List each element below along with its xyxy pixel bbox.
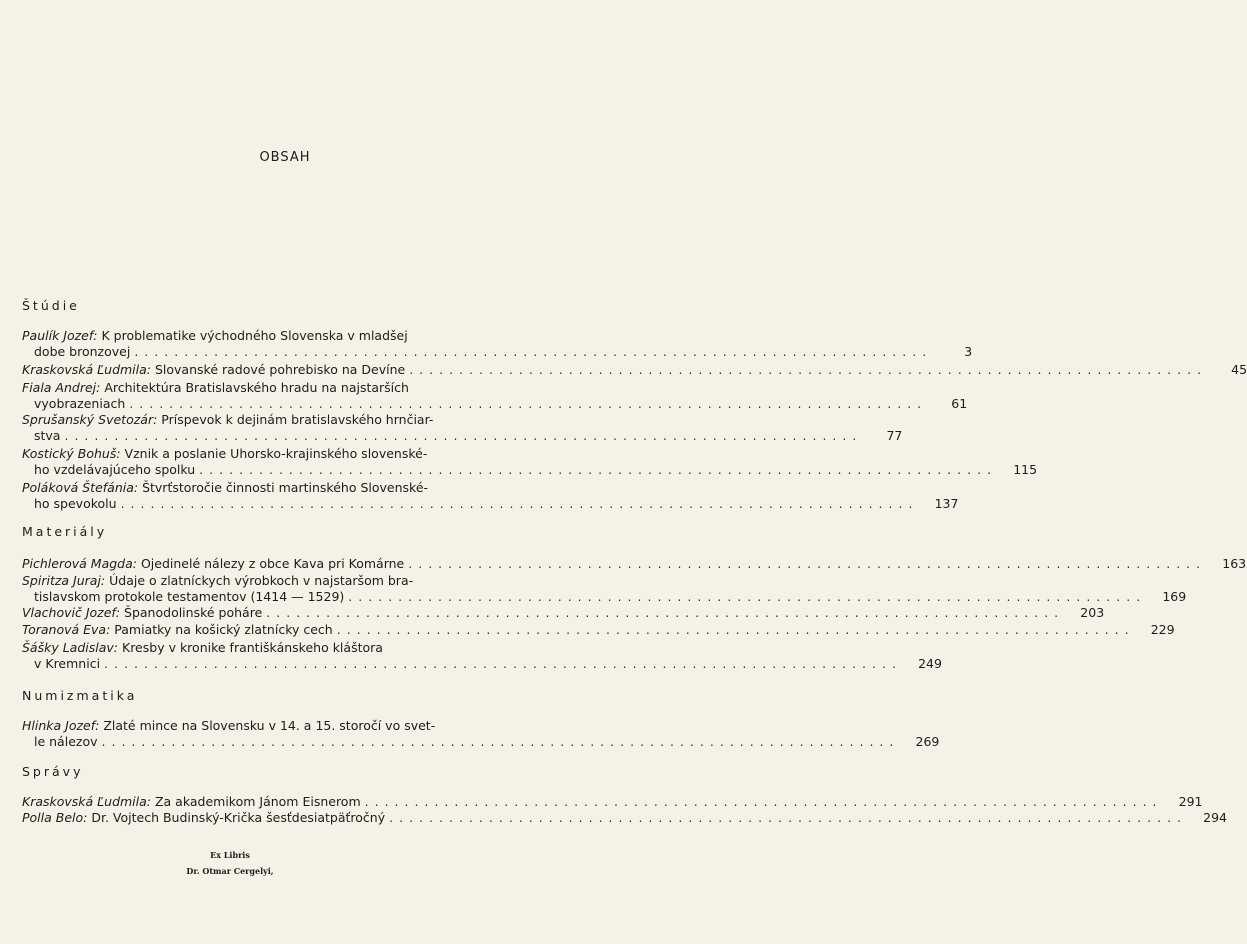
entry-title: Dr. Vojtech Budinský-Krička šesťdesiatpäťročný <box>91 810 386 825</box>
entry-author: Toranová Eva: <box>22 622 111 637</box>
page-title: OBSAH <box>259 150 311 165</box>
entry-title: Pamiatky na košický zlatnícky cech <box>114 622 333 637</box>
section-heading: Správy <box>22 764 84 779</box>
page-number: 291 <box>1178 794 1203 809</box>
dot-leader: ................................................................................ <box>389 810 1188 825</box>
dot-leader: ................................................................................ <box>129 396 928 411</box>
dot-leader: ................................................................................ <box>101 734 900 749</box>
page-number: 115 <box>1013 462 1038 477</box>
entry-author: Fiala Andrej: <box>22 380 101 395</box>
ex-libris-owner: Dr. Otmar Cergelyi, <box>186 866 274 876</box>
entry-author: Hlinka Jozef: <box>22 718 100 733</box>
page-number: 77 <box>886 428 903 443</box>
section-heading: Materiály <box>22 524 108 539</box>
page-number: 163 <box>1222 556 1247 571</box>
page-number: 169 <box>1162 589 1187 604</box>
page-number: 294 <box>1203 810 1228 825</box>
dot-leader: ................................................................................ <box>409 362 1208 377</box>
entry-title: Príspevok k dejinám bratislavského hrnčiar- <box>161 412 434 427</box>
toc-entry <box>22 412 903 444</box>
page-number: 249 <box>918 656 942 671</box>
toc-entry <box>22 556 1247 572</box>
entry-author: Polla Belo: <box>22 810 88 825</box>
page-number: 269 <box>915 734 940 749</box>
entry-title: Vznik a poslanie Uhorsko-krajinského slovenské- <box>124 446 428 461</box>
entry-title: le nálezov <box>34 734 98 749</box>
dot-leader: ................................................................................ <box>336 622 1135 637</box>
entry-title: Ojedinelé nálezy z obce Kava pri Komárne <box>140 556 405 571</box>
section-heading: Numizmatika <box>22 688 138 703</box>
entry-title: Kresby v kronike františkánskeho kláštora <box>122 640 383 655</box>
entry-title: dobe bronzovej <box>34 344 131 359</box>
entry-title: Španodolinské poháre <box>124 605 263 620</box>
dot-leader: ................................................................................ <box>199 462 998 477</box>
page-number: 137 <box>934 496 959 511</box>
page-number: 203 <box>1080 605 1105 620</box>
section-heading: Štúdie <box>22 298 80 313</box>
toc-entry <box>22 640 942 672</box>
entry-title: K problematike východného Slovenska v mladšej <box>101 328 408 343</box>
toc-entry <box>22 622 1175 638</box>
dot-leader: ................................................................................ <box>266 605 1065 620</box>
dot-leader: ................................................................................ <box>364 794 1163 809</box>
entry-title: stva <box>34 428 61 443</box>
toc-entry <box>22 794 1203 810</box>
dot-leader: ................................................................................ <box>120 496 919 511</box>
entry-author: Vlachovič Jozef: <box>22 605 121 620</box>
entry-author: Kraskovská Ľudmila: <box>22 362 151 377</box>
ex-libris-stamp <box>170 850 290 876</box>
toc-entry <box>22 810 1228 826</box>
entry-title: Slovanské radové pohrebisko na Devíne <box>154 362 406 377</box>
page-number: 61 <box>951 396 968 411</box>
entry-title: Štvrťstoročie činnosti martinského Slovenské- <box>142 480 429 495</box>
toc-entry <box>22 446 1038 478</box>
entry-title: Architektúra Bratislavského hradu na najstarších <box>104 380 409 395</box>
dot-leader: ................................................................................ <box>104 656 902 671</box>
entry-title: v Kremnici <box>34 656 101 671</box>
entry-title: tislavskom protokole testamentov (1414 — 1529) <box>34 589 345 604</box>
entry-author: Pichlerová Magda: <box>22 556 137 571</box>
entry-title: Údaje o zlatníckych výrobkoch v najstaršom bra- <box>109 573 414 588</box>
ex-libris-title: Ex Libris <box>210 850 250 860</box>
entry-title: Zlaté mince na Slovensku v 14. a 15. storočí vo svet- <box>103 718 436 733</box>
entry-author: Kraskovská Ľudmila: <box>22 794 151 809</box>
entry-author: Sprušanský Svetozár: <box>22 412 158 427</box>
entry-author: Poláková Štefánia: <box>22 480 139 495</box>
dot-leader: ................................................................................ <box>64 428 863 443</box>
toc-entry <box>22 480 959 512</box>
entry-author: Paulík Jozef: <box>22 328 98 343</box>
entry-title: Za akademikom Jánom Eisnerom <box>154 794 361 809</box>
toc-entry <box>22 380 968 412</box>
entry-title: ho vzdelávajúceho spolku <box>34 462 196 477</box>
page-number: 229 <box>1150 622 1175 637</box>
entry-author: Kostický Bohuš: <box>22 446 121 461</box>
toc-entry <box>22 328 973 360</box>
dot-leader: ................................................................................ <box>408 556 1207 571</box>
entry-title: vyobrazeniach <box>34 396 126 411</box>
page-number: 45 <box>1231 362 1247 377</box>
page-number: 3 <box>964 344 973 359</box>
toc-entry <box>22 718 940 750</box>
toc-entry <box>22 573 1187 605</box>
dot-leader: ................................................................................ <box>134 344 933 359</box>
toc-entry <box>22 362 1247 378</box>
entry-title: ho spevokolu <box>34 496 117 511</box>
entry-author: Spiritza Juraj: <box>22 573 106 588</box>
toc-entry <box>22 605 1105 621</box>
entry-author: Šášky Ladislav: <box>22 640 119 655</box>
dot-leader: ................................................................................ <box>348 589 1147 604</box>
